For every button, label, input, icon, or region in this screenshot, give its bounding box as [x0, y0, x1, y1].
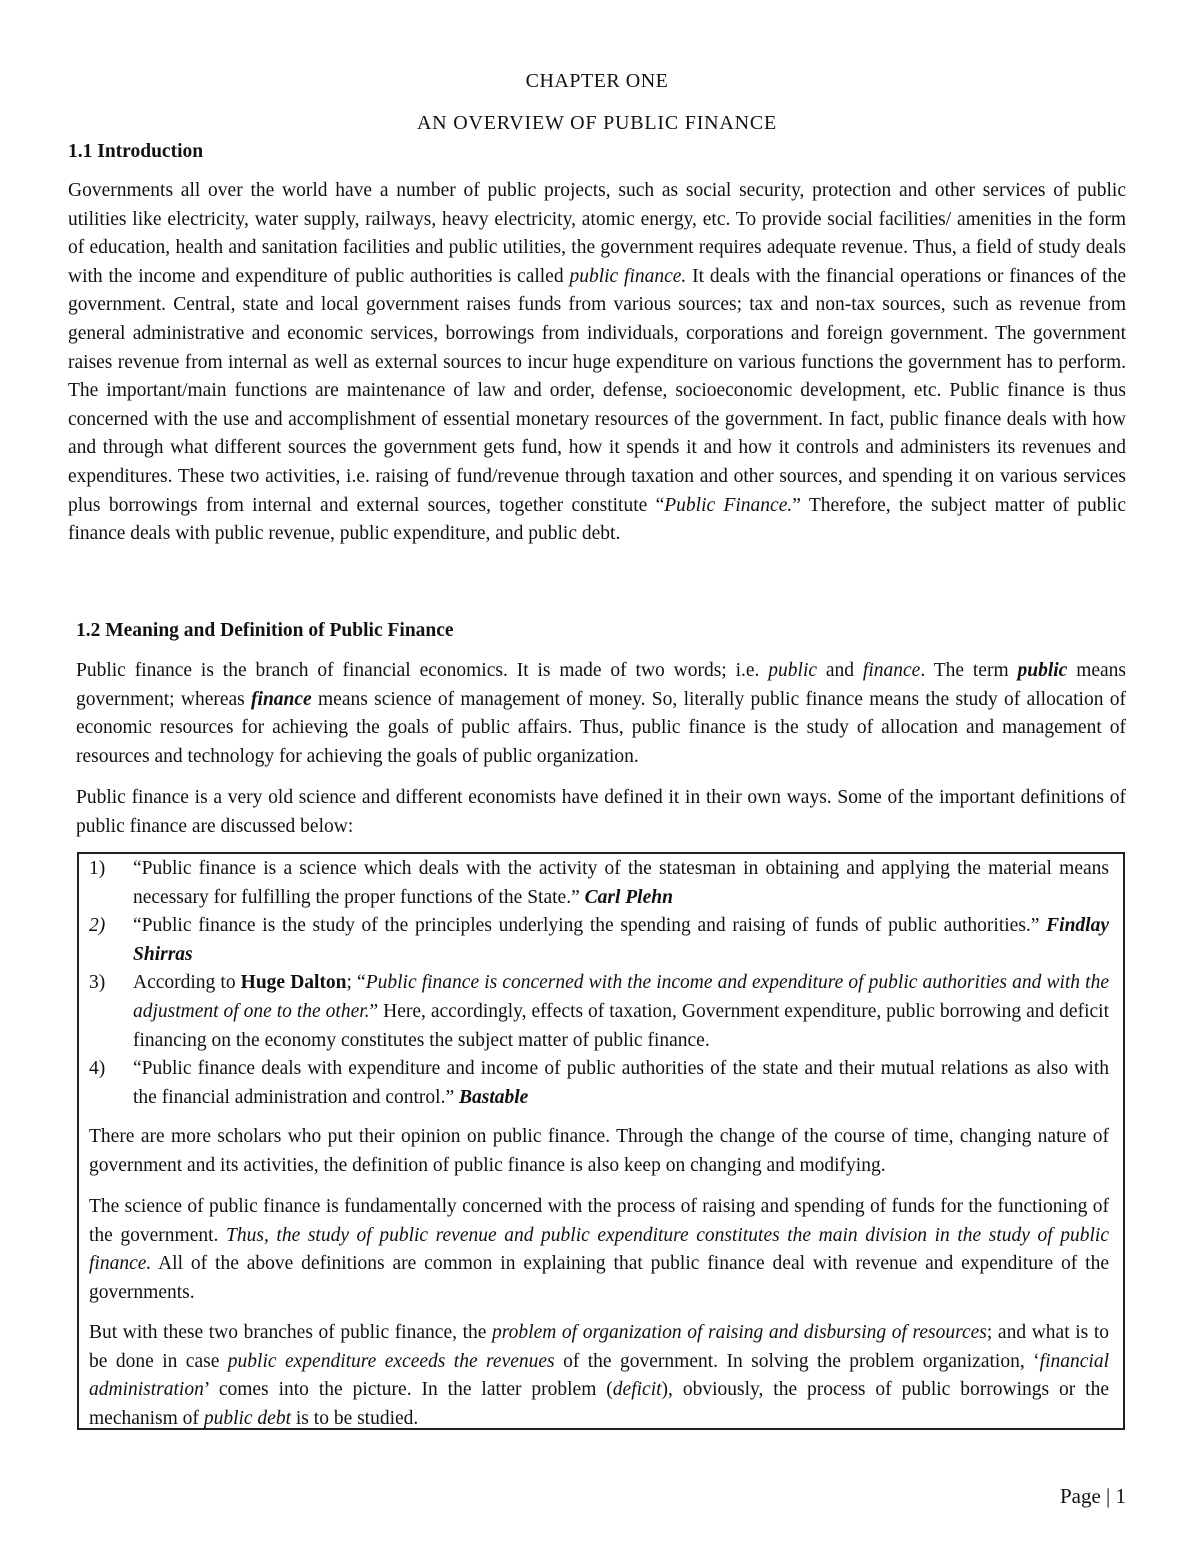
- box-p3-text-e: ), obviously, the process of public borrowings or the mechanism of: [89, 1379, 1109, 1429]
- meaning-text-d: means science of management of money. So, literally public finance means the study of allocation of economic resources for achieving the goals of public affairs. Thus, public finance is the study of allocation and management of resources and technology for achieving the goals of public organization.: [76, 688, 1127, 767]
- definition-separator: ; “: [346, 972, 366, 994]
- term-finance-bold: finance: [251, 688, 312, 710]
- meaning-paragraph-1: [76, 657, 1126, 771]
- box-p3-italic-3: financial administration: [89, 1350, 1109, 1401]
- box-p3-italic-1: problem of organization of raising and disbursing of resources: [492, 1322, 987, 1343]
- definition-author: Bastable: [458, 1086, 529, 1108]
- meaning-text-c: means government; whereas: [76, 660, 1127, 710]
- definition-quote: “Public finance deals with expenditure and income of public authorities of the state and their mutual relations as also with the financial administration and control.”: [133, 1058, 1109, 1108]
- intro-text-3: ” Therefore, the subject matter of public finance deals with public revenue, public expenditure, and public debt.: [68, 494, 1126, 545]
- definition-quote: “Public finance is a science which deals with the activity of the statesman in obtaining and applying the material means necessary for fulfilling the proper functions of the State.”: [133, 858, 1109, 908]
- term-public-finance: public finance.: [569, 265, 687, 287]
- definition-number: 1): [89, 858, 106, 879]
- box-p3-italic-4: deficit: [612, 1379, 662, 1401]
- definitions-box: [77, 852, 1125, 1430]
- definition-number: 2): [89, 915, 106, 937]
- term-public: public: [768, 660, 818, 681]
- definition-quote: “Public finance is the study of the principles underlying the spending and raising of funds of public authorities.”: [133, 915, 1047, 937]
- box-p2-text-a: The science of public finance is fundamentally concerned with the process of raising and spending of funds for the functioning of the government.: [89, 1196, 1109, 1246]
- definition-author: Carl Plehn: [584, 886, 673, 908]
- definition-item-1: [89, 855, 1109, 912]
- box-p3-italic-5: public debt: [203, 1407, 292, 1429]
- definition-author-name: Huge Dalton: [240, 972, 347, 994]
- box-p3-text-b: ; and what is to be done in case: [89, 1322, 1110, 1372]
- definition-number: 3): [89, 972, 106, 994]
- definition-lead: According to: [133, 972, 241, 994]
- box-p3-text-a: But with these two branches of public finance, the: [89, 1322, 493, 1343]
- meaning-paragraph-2: Public finance is a very old science and different economists have defined it in their own ways. Some of the important definitions of public finance are discussed below:: [76, 787, 1126, 837]
- box-paragraph-1: There are more scholars who put their opinion on public finance. Through the change of the course of time, changing nature of government and its activities, the definition of public finance is also keep on changing and modifying.: [89, 1126, 1109, 1176]
- box-p3-italic-2: public expenditure exceeds the revenues: [227, 1350, 555, 1372]
- term-finance: finance: [862, 660, 921, 681]
- definition-item-3: [89, 969, 1109, 1055]
- intro-text-1: Governments all over the world have a number of public projects, such as social security, protection and other services of public utilities like electricity, water supply, railways, heavy electricity, atomic energy, etc. To provide social facilities/ amenities in the form of education, health and sanitation facilities and public utilities, the government requires adequate revenue. Thus, a field of study deals with the income and expenditure of public authorities is called: [68, 180, 1126, 287]
- definition-item-2: [89, 912, 1109, 969]
- definition-author: Findlay Shirras: [133, 915, 1109, 965]
- box-p3-text-f: is to be studied.: [291, 1407, 419, 1429]
- intro-text-2: It deals with the financial operations or finances of the government. Central, state and local government raises funds from various sources; tax and non-tax sources, such as revenue from general administrative and economic services, borrowings from individuals, corporations and foreign government. The government raises revenue from internal as well as external sources to incur huge expenditure on various functions the government has to perform. The important/main functions are maintenance of law and order, defense, socioeconomic development, etc. Public finance is thus concerned with the use and accomplishment of essential monetary resources of the government. In fact, public finance deals with how and through what different sources the government gets fund, how it spends it and how it controls and administers its revenues and expenditures. These two activities, i.e. raising of fund/revenue through taxation and other sources, and spending it on various services plus borrowings from internal and external sources, together constitute “: [68, 265, 1126, 516]
- meaning-text-and: and: [817, 660, 863, 681]
- box-p3-text-d: ’ comes into the picture. In the latter problem (: [203, 1379, 613, 1401]
- box-p3-text-c: of the government. In solving the problem organization, ‘: [554, 1350, 1040, 1372]
- document-page: [68, 0, 1126, 1553]
- term-public-bold: public: [1017, 660, 1068, 681]
- definition-quote-italic: Public finance is concerned with the income and expenditure of public authorities and with the adjustment of one to the other.: [133, 972, 1109, 1022]
- meaning-text-a: Public finance is the branch of financial economics. It is made of two words; i.e.: [76, 660, 769, 681]
- definition-item-4: [89, 1055, 1109, 1112]
- definition-number: 4): [89, 1058, 106, 1080]
- page-number: Page | 1: [1059, 1484, 1126, 1508]
- chapter-title: CHAPTER ONE: [525, 70, 669, 92]
- meaning-text-b: . The term: [920, 660, 1018, 681]
- box-p2-text-b: All of the above definitions are common in explaining that public finance deal with revenue and expenditure of the governments.: [89, 1253, 1109, 1303]
- introduction-paragraph: [68, 177, 1126, 549]
- chapter-subtitle: AN OVERVIEW OF PUBLIC FINANCE: [416, 112, 778, 134]
- section-heading-meaning: 1.2 Meaning and Definition of Public Finance: [76, 620, 454, 641]
- box-paragraph-2: [89, 1193, 1109, 1307]
- section-heading-introduction: 1.1 Introduction: [68, 141, 204, 162]
- term-public-finance-quoted: Public Finance.: [664, 494, 793, 516]
- box-p2-italic: Thus, the study of public revenue and public expenditure constitutes the main division in the study of public finance.: [89, 1224, 1109, 1275]
- definition-rest: ” Here, accordingly, effects of taxation, Government expenditure, public borrowing and deficit financing on the economy constitutes the subject matter of public finance.: [133, 1000, 1109, 1051]
- definitions-list: [89, 855, 1109, 1112]
- box-paragraph-3: [89, 1319, 1109, 1433]
